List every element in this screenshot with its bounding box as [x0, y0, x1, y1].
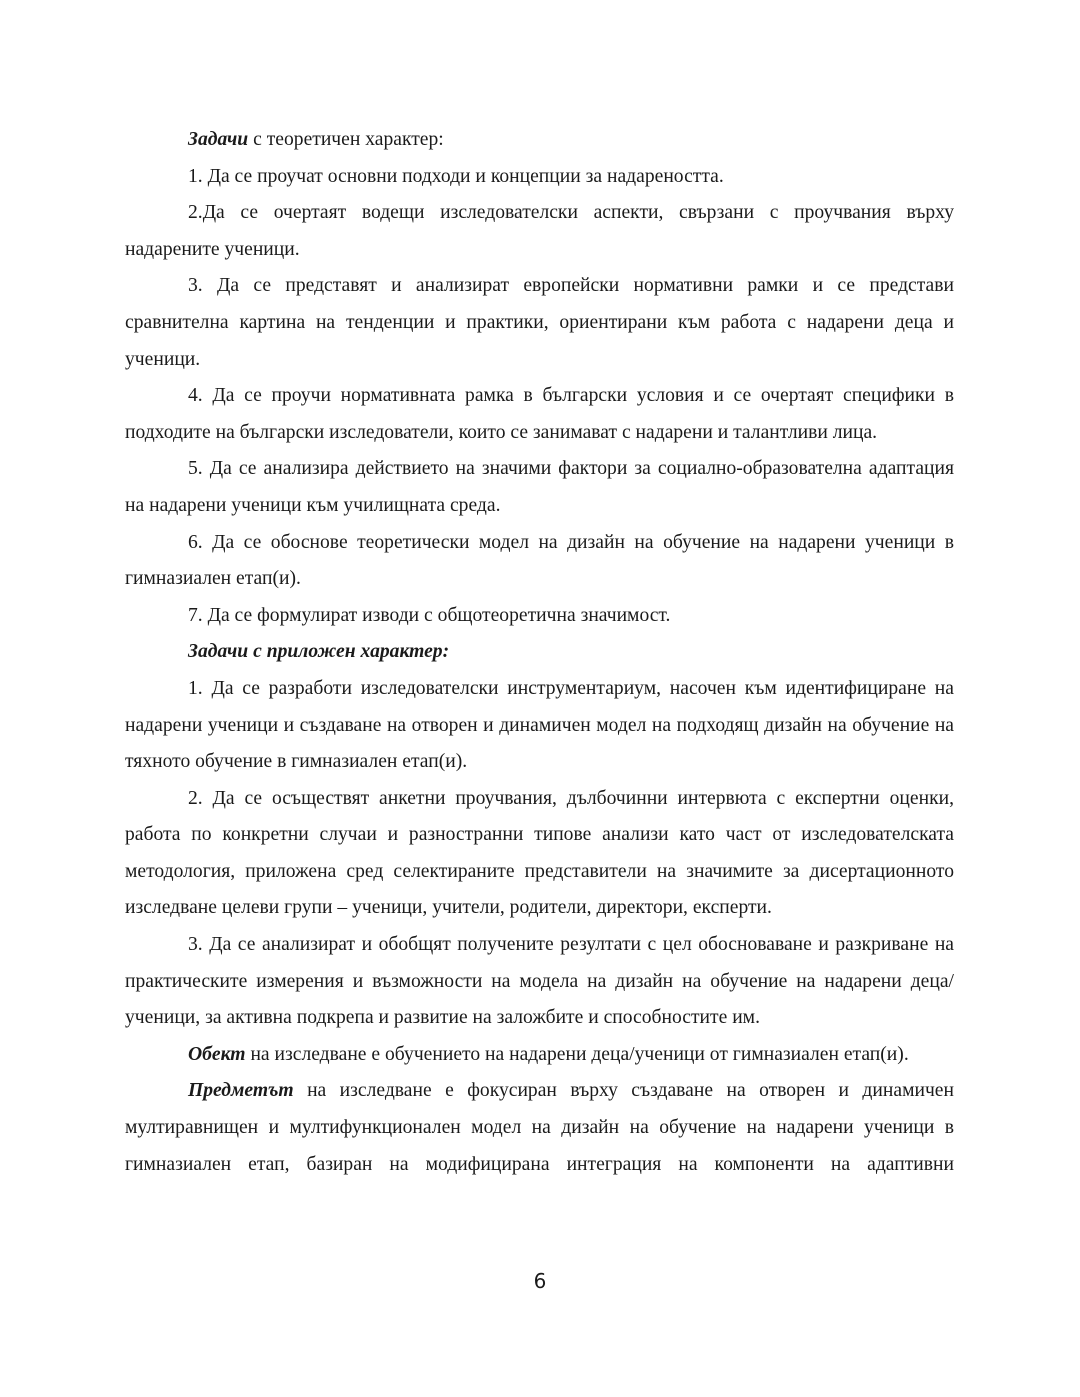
theoretical-tasks-heading-text: с теоретичен характер:: [248, 129, 444, 150]
applied-task-1: 1. Да се разработи изследователски инструментариум, насочен към идентифициране на надарени ученици и създаване на отворен и динамичен модел на подходящ дизайн на обучение на тяхното обучение в гимназиален етап(и).: [125, 677, 954, 773]
theoretical-tasks-heading: [125, 122, 954, 159]
applied-task-2: 2. Да се осъществят анкетни проучвания, дълбочинни интервюта с експертни оценки, работа по конкретни случаи и разностранни типове анализи като част от изследователската методология, приложена сред селектираните представители на значимите за дисертационното изследване целеви групи – ученици, учители, родители, директори, експерти.: [125, 787, 954, 919]
theoretical-task-5: 5. Да се анализира действието на значими фактори за социално-образователна адаптация на надарени ученици към училищната среда.: [125, 458, 954, 516]
page-number: 6: [533, 1269, 547, 1293]
research-object-text: на изследване е обучението на надарени деца/ученици от гимназиален етап(и).: [245, 1043, 909, 1065]
applied-task-3: 3. Да се анализират и обобщят получените резултати с цел обосноваване и разкриване на практическите измерения и възможности на модела на дизайн на обучение на надарени деца/ученици, за активна подкрепа и развитие на заложбите и способностите им.: [125, 934, 954, 1029]
theoretical-task-1: 1. Да се проучат основни подходи и концепции за надареността.: [188, 165, 724, 187]
theoretical-tasks-heading-term: Задачи: [188, 129, 249, 150]
research-subject-term: Предметът: [188, 1080, 294, 1102]
theoretical-task-3: 3. Да се представят и анализират европейски нормативни рамки и се представи сравнителна картина на тенденции и практики, ориентирани към работа с надарени деца и ученици.: [125, 275, 954, 370]
page-body: [125, 122, 954, 1183]
applied-tasks-heading: [125, 634, 954, 671]
research-subject-text: на изследване е фокусиран върху създаване на отворен и динамичен мултиравнищен и мултифункционален модел на дизайн на обучение на надарени ученици в гимназиален етап, базиран на модифицирана интеграция на компоненти на адаптивни: [125, 1080, 954, 1175]
research-object-term: Обект: [188, 1043, 246, 1065]
theoretical-task-6: 6. Да се обоснове теоретически модел на дизайн на обучение на надарени ученици в гимназиален етап(и).: [125, 531, 954, 590]
research-subject-paragraph: [125, 1073, 954, 1183]
theoretical-task-7: 7. Да се формулират изводи с общотеоретична значимост.: [188, 604, 671, 626]
research-object-paragraph: [125, 1037, 954, 1074]
theoretical-task-2: 2.Да се очертаят водещи изследователски аспекти, свързани с проучвания върху надарените ученици.: [125, 202, 954, 260]
theoretical-task-4: 4. Да се проучи нормативната рамка в български условия и се очертаят специфики в подходите на български изследователи, които се занимават с надарени и талантливи лица.: [125, 385, 954, 443]
applied-tasks-heading-text: Задачи с приложен характер:: [188, 641, 450, 663]
